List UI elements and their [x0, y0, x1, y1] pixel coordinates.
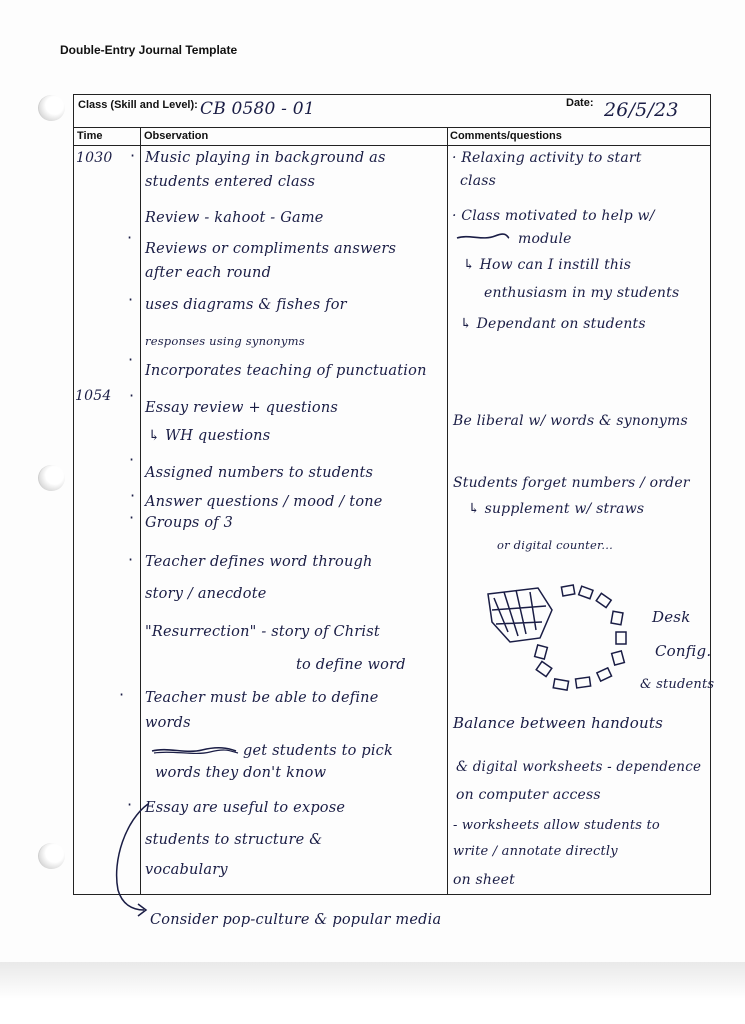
- bullet-dot: ·: [129, 386, 135, 405]
- class-label: Class (Skill and Level):: [78, 99, 198, 111]
- comment-line: - worksheets allow students to: [453, 818, 660, 833]
- comment-line: Balance between handouts: [453, 714, 664, 732]
- bullet-dot: ·: [127, 795, 133, 814]
- bullet-dot: ·: [128, 350, 134, 369]
- bullet-dot: ·: [129, 450, 135, 469]
- column-header-divider: [74, 145, 710, 146]
- time-entry: 1054: [75, 388, 112, 404]
- time-column-header: Time: [77, 130, 103, 142]
- comments-column-header: Comments/questions: [450, 130, 562, 142]
- observation-line: words: [145, 715, 191, 731]
- time-column-divider: [140, 127, 141, 894]
- observation-line: students entered class: [145, 174, 316, 190]
- observation-line: Incorporates teaching of punctuation: [145, 363, 427, 379]
- observation-line: students to structure &: [145, 832, 323, 848]
- date-value: 26/5/23: [604, 99, 679, 121]
- observation-line: words they don't know: [155, 765, 327, 781]
- comment-line: Students forget numbers / order: [453, 475, 690, 491]
- crossed-out-word: [150, 744, 240, 758]
- bullet-dot: ·: [127, 228, 133, 247]
- comment-line: Be liberal w/ words & synonyms: [453, 413, 688, 429]
- header-divider: [74, 127, 710, 128]
- comment-line: & students: [640, 677, 715, 692]
- observation-line: ↳ WH questions: [148, 428, 271, 444]
- comment-line: class: [460, 173, 497, 189]
- observation-line: to define word: [296, 657, 406, 673]
- bullet-dot: ·: [128, 290, 134, 309]
- observation-line: Assigned numbers to students: [145, 465, 374, 481]
- observation-column-header: Observation: [144, 130, 209, 142]
- binder-hole-bottom: [38, 843, 65, 869]
- time-entry: 1030: [76, 150, 113, 166]
- observation-line: Review - kahoot - Game: [145, 210, 324, 226]
- observation-line: Reviews or compliments answers: [145, 241, 397, 257]
- observation-line: Essay are useful to expose: [145, 800, 346, 816]
- comment-line: or digital counter...: [497, 538, 613, 552]
- binder-hole-top: [38, 95, 65, 121]
- comment-line: ↳ How can I instill this: [463, 257, 632, 273]
- comment-line: ↳ Dependant on students: [460, 316, 646, 332]
- bullet-dot: ·: [129, 508, 135, 527]
- binder-hole-middle: [38, 465, 65, 491]
- date-label: Date:: [566, 97, 594, 109]
- observation-line: Groups of 3: [145, 515, 234, 531]
- bullet-dot: ·: [128, 550, 134, 569]
- comment-line: ↳ supplement w/ straws: [468, 501, 645, 517]
- comment-line: module: [518, 231, 572, 247]
- observation-line: uses diagrams & fishes for: [145, 297, 347, 313]
- class-value: CB 0580 - 01: [200, 99, 315, 119]
- arrow-to-footer-note: [108, 800, 158, 920]
- observation-line: after each round: [145, 265, 272, 281]
- comment-line: Config.: [655, 642, 712, 660]
- crossed-out-word: [455, 230, 511, 244]
- observation-line: get students to pick: [243, 743, 393, 759]
- comment-line: on sheet: [453, 872, 515, 888]
- comment-line: & digital worksheets - dependence: [456, 759, 702, 775]
- comment-line: on computer access: [456, 787, 601, 803]
- bullet-dot: ·: [130, 486, 136, 505]
- comment-line: · Relaxing activity to start: [452, 150, 642, 166]
- scan-edge: [0, 962, 745, 1024]
- observation-line: Teacher defines word through: [145, 554, 373, 570]
- bullet-dot: ·: [130, 146, 136, 165]
- comments-column-divider: [447, 127, 448, 894]
- observation-line: responses using synonyms: [145, 334, 305, 348]
- observation-line: "Resurrection" - story of Christ: [145, 624, 380, 640]
- observation-line: vocabulary: [145, 862, 228, 878]
- bullet-dot: ·: [119, 685, 125, 704]
- comment-line: Desk: [652, 608, 691, 626]
- observation-line: Answer questions / mood / tone: [145, 494, 383, 510]
- footer-note: Consider pop-culture & popular media: [150, 912, 442, 928]
- comment-line: enthusiasm in my students: [484, 285, 680, 301]
- observation-line: story / anecdote: [145, 586, 267, 602]
- observation-line: Teacher must be able to define: [145, 690, 379, 706]
- observation-line: Essay review + questions: [145, 400, 339, 416]
- observation-line: Music playing in background as: [145, 150, 386, 166]
- document-title: Double-Entry Journal Template: [60, 43, 238, 57]
- comment-line: write / annotate directly: [453, 844, 618, 859]
- desk-configuration-sketch: [480, 580, 640, 700]
- comment-line: · Class motivated to help w/: [452, 208, 655, 224]
